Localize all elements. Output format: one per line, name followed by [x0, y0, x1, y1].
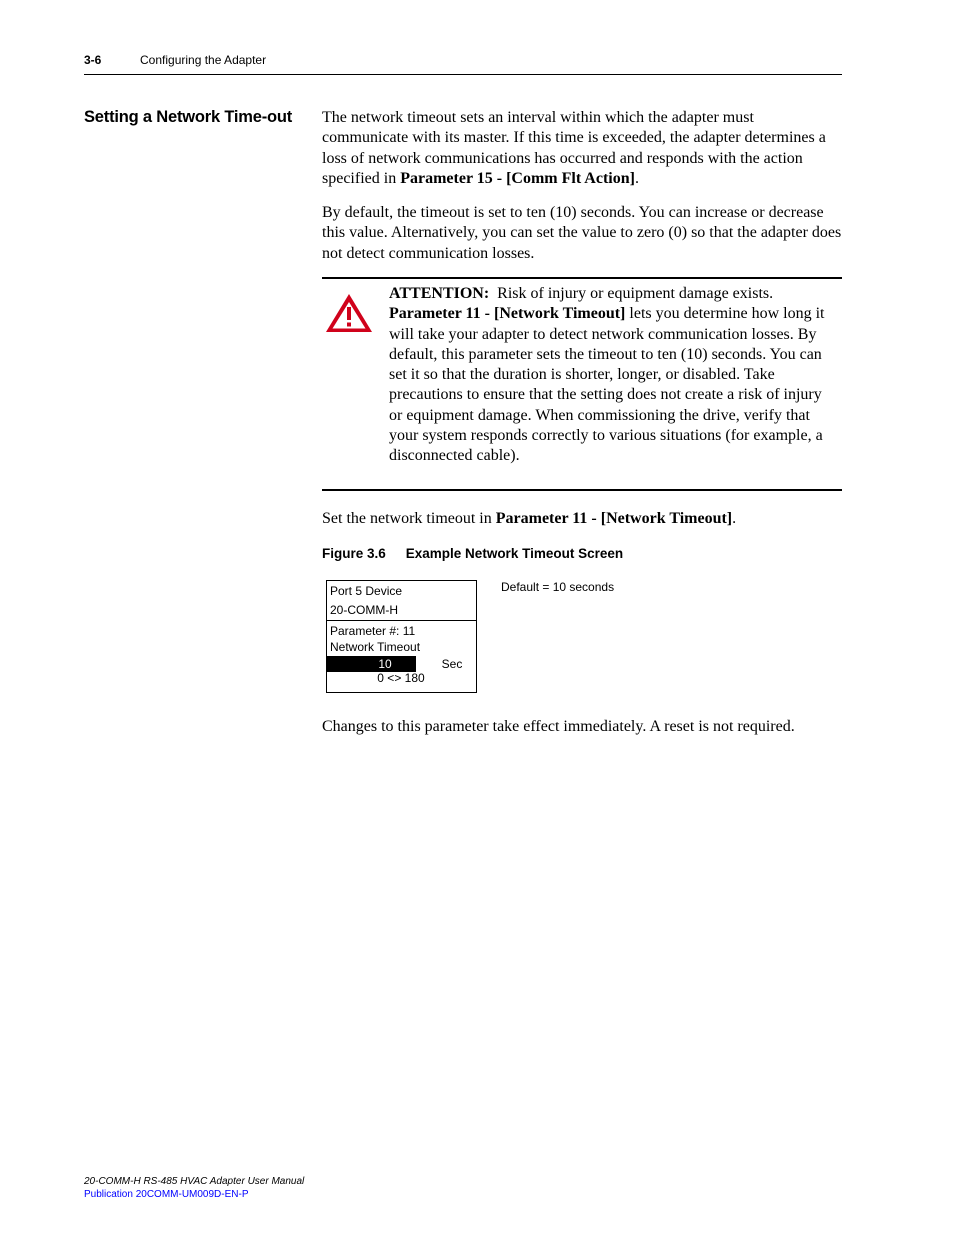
- header-divider: [84, 74, 842, 75]
- intro-paragraph: [322, 108, 842, 189]
- effect-paragraph: Changes to this parameter take effect immediately. A reset is not required.: [322, 718, 795, 735]
- figure-default-note: Default = 10 seconds: [501, 580, 615, 594]
- attention-body: lets you determine how long it will take your adapter to detect network communication losses. By default, this parameter sets the timeout to ten (10) seconds. You can set it so that the duration is shorter, longer, or disabled. Take precautions to ensure that the setting does not create a risk of injury or equipment damage. When commissioning the drive, verify that your system responds correctly to various situations (for example, a disconnected cable).: [389, 305, 825, 465]
- exclamation-bar: [347, 307, 351, 320]
- warning-triangle-icon: [324, 292, 374, 334]
- chapter-title: Configuring the Adapter: [140, 53, 267, 67]
- intro-param-ref: Parameter 15 - [Comm Flt Action]: [400, 169, 635, 187]
- set-timeout-paragraph: [322, 509, 842, 529]
- hmi-screen: [326, 580, 477, 693]
- attention-param-ref: Parameter 11 - [Network Timeout]: [389, 305, 626, 323]
- figure-title: Example Network Timeout Screen: [405, 546, 624, 561]
- hmi-device-line: 20-COMM-H: [330, 603, 398, 617]
- set-timeout-param-ref: Parameter 11 - [Network Timeout]: [495, 510, 733, 527]
- attention-bottom-rule: [322, 489, 842, 491]
- hmi-range: 0 <> 180: [377, 671, 425, 685]
- intro-text: The network timeout sets an interval within which the adapter must communicate with its master. If this time is exceeded, the adapter determines a loss of network communications has occurred and responds with the action specified in: [322, 109, 826, 187]
- intro-end: .: [634, 169, 639, 187]
- hmi-param-number: Parameter #: 11: [330, 624, 416, 638]
- footer-publication-link[interactable]: Publication 20COMM-UM009D-EN-P: [84, 1189, 249, 1200]
- attention-top-rule: [322, 277, 842, 279]
- exclamation-dot: [347, 323, 351, 327]
- figure-caption: [322, 546, 623, 561]
- page-number: 3-6: [84, 53, 102, 67]
- figure-number: Figure 3.6: [322, 546, 386, 561]
- hmi-param-name: Network Timeout: [330, 640, 421, 654]
- hmi-port-line: Port 5 Device: [330, 584, 403, 598]
- attention-lead: Risk of injury or equipment damage exists.: [497, 285, 774, 302]
- section-heading: Setting a Network Time-out: [84, 108, 293, 126]
- default-paragraph: By default, the timeout is set to ten (10) seconds. You can increase or decrease this value. Alternatively, you can set the value to zero (0) so that the adapter does not detect communication losses.: [322, 204, 842, 262]
- attention-text: [389, 284, 834, 467]
- attention-label: ATTENTION:: [389, 285, 490, 302]
- hmi-divider: [327, 620, 476, 621]
- footer-manual-title: 20-COMM-H RS-485 HVAC Adapter User Manual: [84, 1176, 305, 1187]
- set-timeout-text: Set the network timeout in: [322, 510, 496, 527]
- set-timeout-end: .: [732, 510, 737, 527]
- hmi-value: 10: [378, 657, 392, 671]
- hmi-unit: Sec: [441, 657, 463, 671]
